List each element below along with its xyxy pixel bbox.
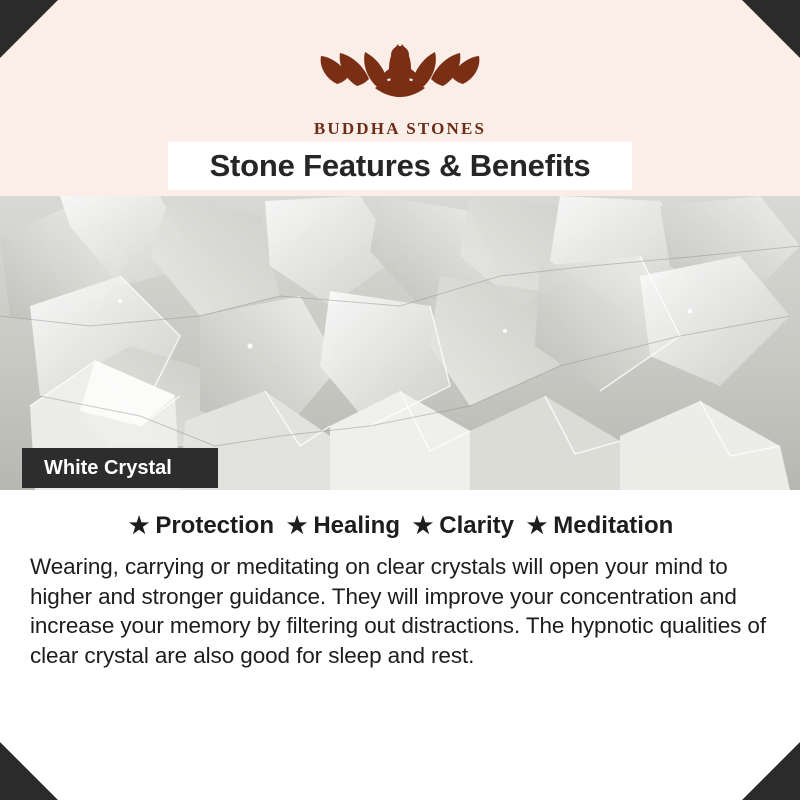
- header-banner: [0, 0, 800, 196]
- star-icon: ★: [412, 512, 434, 538]
- description-text: Wearing, carrying or meditating on clear crystals will open your mind to higher and stronger guidance. They will improve your concentration and increase your memory by filtering out distractions. The hypnotic qualities of clear crystal are also good for sleep and rest.: [30, 554, 766, 669]
- benefit-item-meditation: Meditation: [553, 512, 674, 539]
- star-icon: ★: [526, 512, 548, 538]
- brand-logo: [0, 22, 800, 139]
- stone-name-text: White Crystal: [44, 456, 172, 479]
- star-icon: ★: [286, 512, 308, 538]
- title-band: [168, 142, 632, 190]
- brand-name: BUDDHA STONES: [313, 119, 487, 138]
- star-icon: ★: [128, 512, 150, 538]
- benefit-item-protection: Protection: [155, 512, 275, 539]
- benefit-item-clarity: Clarity: [439, 512, 514, 539]
- stone-name-label: [22, 448, 218, 488]
- benefits-list: [0, 512, 800, 540]
- page-title: Stone Features & Benefits: [209, 148, 591, 183]
- white-crystal-cluster-photo: [0, 196, 800, 490]
- lotus-meditation-figure-icon: [0, 22, 800, 117]
- benefit-item-healing: Healing: [313, 512, 400, 539]
- content-section: [0, 490, 800, 800]
